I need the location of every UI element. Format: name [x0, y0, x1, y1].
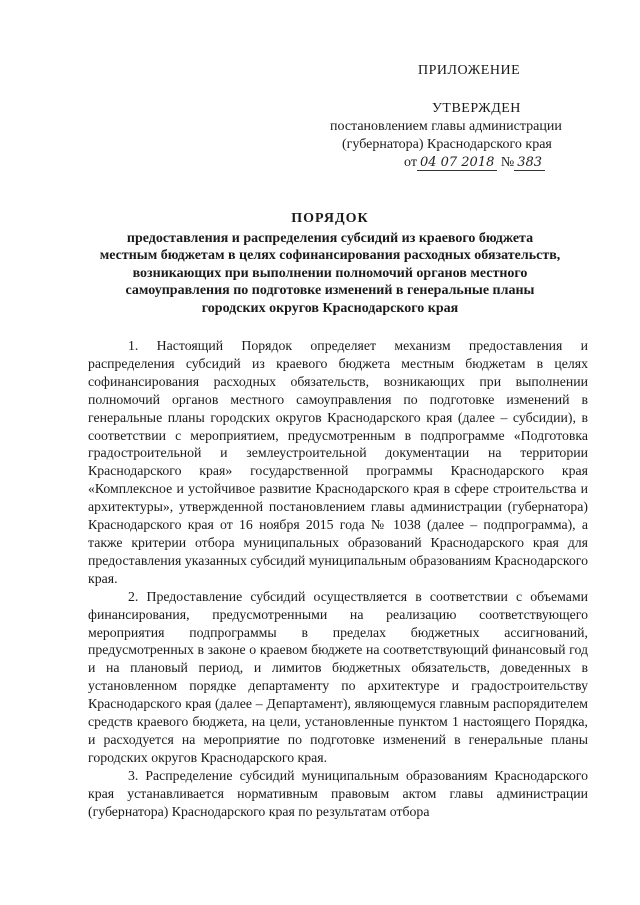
appendix-label: ПРИЛОЖЕНИЕ	[418, 63, 521, 78]
title-line: предоставления и распределения субсидий из краевого бюджета	[126, 230, 534, 246]
resolution-line-2: (губернатора) Краснодарского края	[342, 137, 552, 152]
approved-label: УТВЕРЖДЕН	[432, 101, 521, 116]
from-label: от	[404, 155, 417, 170]
title-main: ПОРЯДОК	[291, 211, 369, 226]
handwritten-date: 04 07 2018	[417, 155, 497, 171]
title-line: возникающих при выполнении полномочий органов местного	[132, 265, 528, 281]
paragraph-3: 3. Распределение субсидий муниципальным образованиям Краснодарского края устанавливается нормативным правовым актом главы администрации (губернатора) Краснодарского края по результатам отбора	[88, 767, 588, 819]
title-line: местным бюджетам в целях софинансирования расходных обязательств,	[99, 248, 561, 264]
document-title	[80, 210, 580, 318]
document-body	[88, 337, 588, 820]
date-number-line	[404, 154, 545, 172]
paragraph-1: 1. Настоящий Порядок определяет механизм предоставления и распределения субсидий из краевого бюджета местным бюджетам в целях софинансирования расходных обязательств, возникающих при выполнении полномочий органов местного самоуправления по подготовке изменений в генеральные планы городских округов Краснодарского края (далее – субсидии), в соответствии с мероприятием, предусмотренным в подпрограмме «Подготовка градостроительной и землеустроительной документации на территории Краснодарского края» государственной программы Краснодарского края «Комплексное и устойчивое развитие Краснодарского края в сфере строительства и архитектуры», утвержденной постановлением главы администрации (губернатора) Краснодарского края от 16 ноября 2015 года № 1038 (далее – подпрограмма), а также критерии отбора муниципальных образований Краснодарского края для предоставления указанных субсидий муниципальным образованиям Краснодарского края.	[88, 338, 589, 586]
handwritten-number: 383	[514, 155, 545, 171]
resolution-line-1: постановлением главы администрации	[330, 119, 562, 134]
paragraph-2: 2. Предоставление субсидий осуществляется в соответствии с объемами финансирования, предусмотренными на реализацию соответствующего мероприятия подпрограммы в пределах бюджетных ассигнований, предусмотренных в законе о краевом бюджете на соответствующий финансовый год и на плановый период, и лимитов бюджетных обязательств, доведенных в установленном порядке департаменту по архитектуре и градостроительству Краснодарского края (далее – Департамент), являющемуся главным распорядителем средств краевого бюджета, на цели, установленные пунктом 1 настоящего Порядка, и расходуется на мероприятие по подготовке изменений в генеральные планы городских округов Краснодарского края.	[88, 588, 588, 765]
title-line: самоуправления по подготовке изменений в генеральные планы	[125, 283, 535, 299]
title-line: городских округов Краснодарского края	[201, 300, 459, 316]
number-label: №	[500, 155, 515, 170]
